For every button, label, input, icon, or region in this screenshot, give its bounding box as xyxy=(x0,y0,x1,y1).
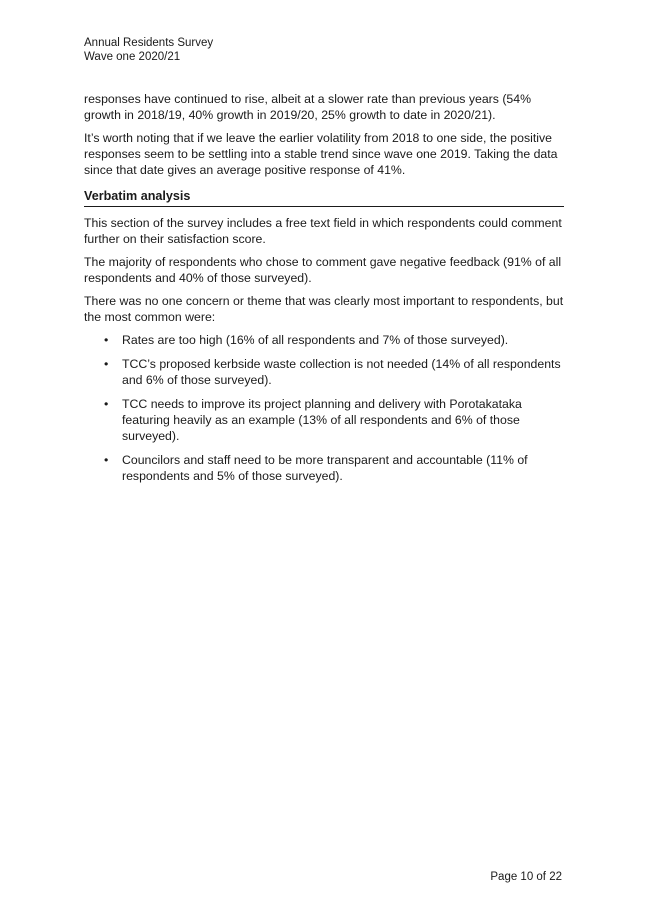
themes-list xyxy=(84,332,564,484)
bullet-icon: • xyxy=(104,453,109,467)
paragraph-majority: The majority of respondents who chose to comment gave negative feedback (91% of all respondents and 40% of those surveyed). xyxy=(84,255,562,285)
bullet-icon: • xyxy=(104,397,109,411)
list-item xyxy=(84,356,564,388)
list-item-text: TCC’s proposed kerbside waste collection is not needed (14% of all respondents and 6% of those surveyed). xyxy=(122,357,561,387)
list-item-text: Rates are too high (16% of all respondents and 7% of those surveyed). xyxy=(122,333,509,347)
list-item-text: TCC needs to improve its project planning and delivery with Porotakataka featuring heavily as an example (13% of all respondents and 6% of those surveyed). xyxy=(122,397,522,443)
bullet-icon: • xyxy=(104,357,109,371)
paragraph-intro: This section of the survey includes a free text field in which respondents could comment further on their satisfaction score. xyxy=(84,216,562,246)
main-content xyxy=(84,91,564,492)
header-subtitle: Wave one 2020/21 xyxy=(84,51,181,63)
paragraph-trend: It’s worth noting that if we leave the earlier volatility from 2018 to one side, the positive responses seem to be settling into a stable trend since wave one 2019. Taking the data since that date gives an average positive response of 41%. xyxy=(84,131,558,177)
bullet-icon: • xyxy=(104,333,109,347)
header-title: Annual Residents Survey xyxy=(84,37,214,49)
list-item xyxy=(84,396,564,444)
list-item xyxy=(84,452,564,484)
list-item-text: Councilors and staff need to be more transparent and accountable (11% of respondents and 5% of those surveyed). xyxy=(122,453,528,483)
page-header xyxy=(84,36,213,64)
page-number: Page 10 of 22 xyxy=(490,871,562,883)
section-heading: Verbatim analysis xyxy=(84,188,564,207)
paragraph-themes: There was no one concern or theme that was clearly most important to respondents, but the most common were: xyxy=(84,294,564,324)
list-item xyxy=(84,332,564,348)
paragraph-growth: responses have continued to rise, albeit at a slower rate than previous years (54% growth in 2018/19, 40% growth in 2019/20, 25% growth to date in 2020/21). xyxy=(84,92,532,122)
